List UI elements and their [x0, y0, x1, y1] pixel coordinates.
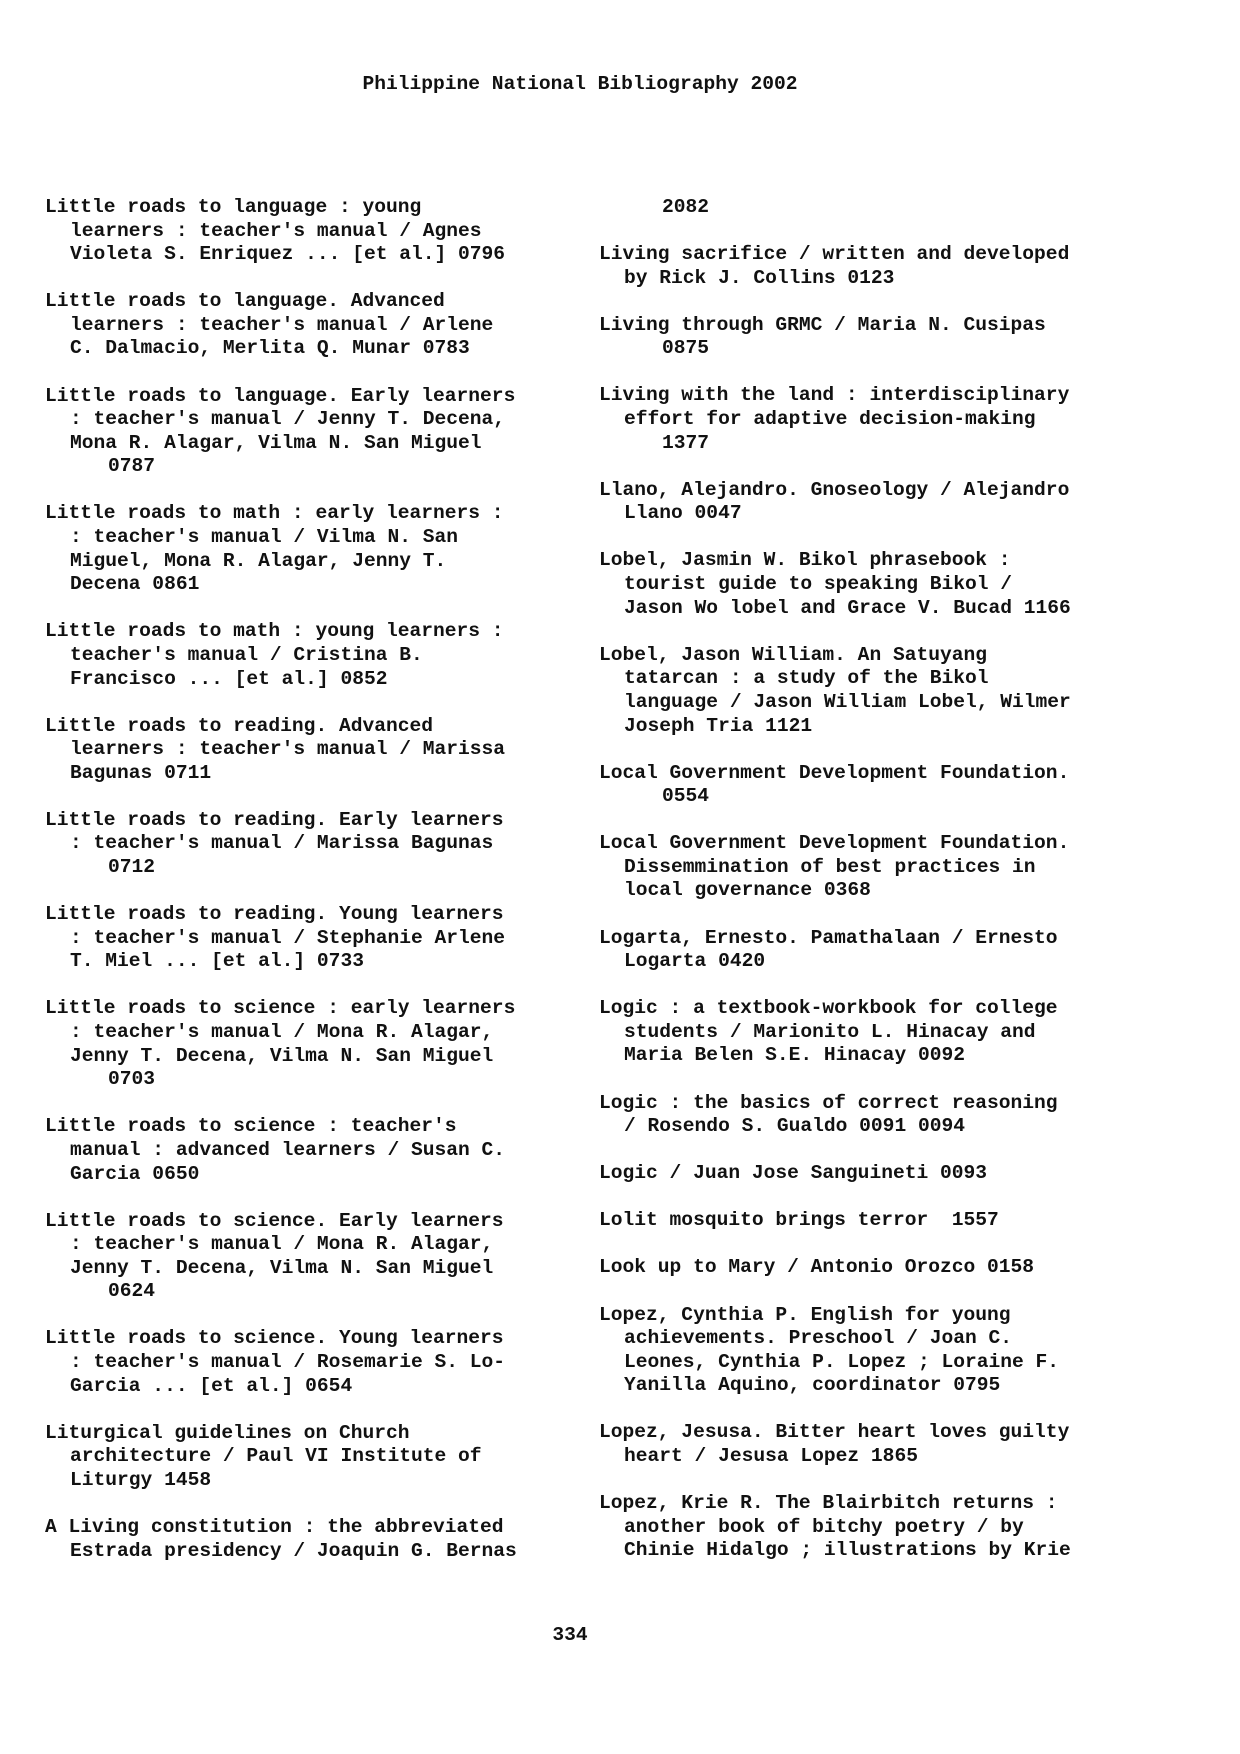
bibliography-entry — [599, 196, 1159, 220]
entry-line: 0712 — [108, 856, 156, 879]
bibliography-entry — [599, 384, 1159, 455]
entry-line: Little roads to language. Early learners — [45, 384, 516, 407]
bibliography-entry — [45, 620, 585, 691]
entry-line: Little roads to language. Advanced — [45, 290, 445, 313]
bibliography-entry — [599, 1492, 1159, 1563]
entry-line: : teacher's manual / Stephanie Arlene — [70, 926, 506, 949]
entry-line: Logarta, Ernesto. Pamathalaan / Ernesto — [599, 926, 1058, 949]
entry-line: Local Government Development Foundation. — [599, 832, 1070, 855]
entry-line: Chinie Hidalgo ; illustrations by Krie — [624, 1539, 1071, 1562]
entry-line: C. Dalmacio, Merlita Q. Munar 0783 — [70, 337, 470, 360]
entry-line: Lopez, Jesusa. Bitter heart loves guilty — [599, 1421, 1070, 1444]
entry-line: Garcia ... [et al.] 0654 — [70, 1374, 353, 1397]
entry-line: Dissemmination of best practices in — [624, 855, 1036, 878]
bibliography-entry — [45, 1516, 585, 1563]
entry-line: Little roads to science : early learners — [45, 997, 516, 1020]
entry-line: effort for adaptive decision-making — [624, 408, 1036, 431]
left-column — [45, 196, 585, 1587]
entry-line: : teacher's manual / Mona R. Alagar, — [70, 1233, 494, 1256]
entry-line: 0554 — [662, 785, 710, 808]
bibliography-entry — [45, 1210, 585, 1304]
entry-line: tourist guide to speaking Bikol / — [624, 573, 1013, 596]
entry-line: tatarcan : a study of the Bikol — [624, 667, 989, 690]
bibliography-entry — [599, 762, 1159, 809]
entry-line: 1377 — [662, 431, 710, 454]
entry-line: 0875 — [662, 337, 710, 360]
entry-line: Little roads to math : young learners : — [45, 620, 504, 643]
entry-line: Little roads to reading. Advanced — [45, 714, 434, 737]
entry-line: Lobel, Jason William. An Satuyang — [599, 643, 988, 666]
entry-line: A Living constitution : the abbreviated — [45, 1516, 504, 1539]
entry-line: : teacher's manual / Vilma N. San — [70, 526, 459, 549]
entry-line: Yanilla Aquino, coordinator 0795 — [624, 1374, 1001, 1397]
entry-line: Jenny T. Decena, Vilma N. San Miguel — [70, 1256, 494, 1279]
bibliography-entry — [45, 809, 585, 880]
entry-line: 2082 — [662, 196, 710, 218]
entry-line: teacher's manual / Cristina B. — [70, 643, 423, 666]
bibliography-entry — [599, 997, 1159, 1068]
entry-line: Liturgy 1458 — [70, 1468, 212, 1491]
entry-line: : teacher's manual / Jenny T. Decena, — [70, 408, 506, 431]
entry-line: T. Miel ... [et al.] 0733 — [70, 950, 364, 973]
entry-line: Little roads to science. Early learners — [45, 1209, 504, 1232]
entry-line: Bagunas 0711 — [70, 761, 212, 784]
bibliography-entry — [45, 502, 585, 596]
bibliography-entry — [45, 997, 585, 1091]
bibliography-entry — [599, 832, 1159, 903]
entry-line: local governance 0368 — [624, 879, 871, 902]
bibliography-entry — [599, 1256, 1159, 1280]
entry-line: Little roads to reading. Early learners — [45, 808, 504, 831]
entry-line: Living through GRMC / Maria N. Cusipas — [599, 313, 1046, 336]
entry-line: Look up to Mary / Antonio Orozco 0158 — [599, 1256, 1035, 1279]
bibliography-entry — [45, 1327, 585, 1398]
entry-line: heart / Jesusa Lopez 1865 — [624, 1444, 918, 1467]
entry-line: 0787 — [108, 455, 156, 478]
entry-line: Little roads to math : early learners : — [45, 502, 504, 525]
entry-line: Maria Belen S.E. Hinacay 0092 — [624, 1044, 965, 1067]
entry-line: Llano, Alejandro. Gnoseology / Alejandro — [599, 478, 1070, 501]
entry-line: Mona R. Alagar, Vilma N. San Miguel — [70, 431, 482, 454]
bibliography-entry — [599, 549, 1159, 620]
entry-line: Llano 0047 — [624, 502, 742, 525]
entry-line: Decena 0861 — [70, 573, 200, 596]
entry-line: Liturgical guidelines on Church — [45, 1421, 410, 1444]
entry-line: Violeta S. Enriquez ... [et al.] 0796 — [70, 243, 506, 266]
bibliography-entry — [599, 1304, 1159, 1398]
entry-line: Lopez, Cynthia P. English for young — [599, 1303, 1011, 1326]
bibliography-entry — [599, 1421, 1159, 1468]
entry-line: Local Government Development Foundation. — [599, 761, 1070, 784]
entry-line: Living sacrifice / written and developed — [599, 243, 1070, 266]
bibliography-entry — [599, 243, 1159, 290]
entry-line: Leones, Cynthia P. Lopez ; Loraine F. — [624, 1350, 1060, 1373]
entry-line: / Rosendo S. Gualdo 0091 0094 — [624, 1115, 965, 1138]
entry-line: Little roads to reading. Young learners — [45, 903, 504, 926]
bibliography-entry — [45, 903, 585, 974]
entry-line: Logarta 0420 — [624, 950, 766, 973]
bibliography-entry — [599, 644, 1159, 738]
entry-line: architecture / Paul VI Institute of — [70, 1445, 482, 1468]
right-column — [599, 196, 1159, 1586]
entry-line: manual : advanced learners / Susan C. — [70, 1138, 506, 1161]
entry-line: : teacher's manual / Mona R. Alagar, — [70, 1021, 494, 1044]
bibliography-entry — [45, 715, 585, 786]
entry-line: Jason Wo lobel and Grace V. Bucad 1166 — [624, 596, 1071, 619]
bibliography-entry — [599, 927, 1159, 974]
entry-line: Lopez, Krie R. The Blairbitch returns : — [599, 1492, 1058, 1515]
bibliography-entry — [45, 1422, 585, 1493]
entry-line: Logic / Juan Jose Sanguineti 0093 — [599, 1162, 988, 1185]
entry-line: : teacher's manual / Marissa Bagunas — [70, 832, 494, 855]
entry-line: another book of bitchy poetry / by — [624, 1515, 1024, 1538]
entry-line: learners : teacher's manual / Arlene — [70, 313, 494, 336]
entry-line: Logic : a textbook-workbook for college — [599, 997, 1058, 1020]
entry-line: : teacher's manual / Rosemarie S. Lo- — [70, 1351, 506, 1374]
running-head: Philippine National Bibliography 2002 — [362, 73, 798, 95]
entry-line: Logic : the basics of correct reasoning — [599, 1091, 1058, 1114]
entry-line: learners : teacher's manual / Marissa — [70, 738, 506, 761]
entry-line: Francisco ... [et al.] 0852 — [70, 667, 388, 690]
bibliography-entry — [599, 1209, 1159, 1233]
bibliography-entry — [599, 1092, 1159, 1139]
entry-line: 0703 — [108, 1068, 156, 1091]
entry-line: language / Jason William Lobel, Wilmer — [624, 690, 1071, 713]
bibliography-entry — [599, 1162, 1159, 1186]
entry-line: by Rick J. Collins 0123 — [624, 266, 895, 289]
bibliography-entry — [45, 385, 585, 479]
bibliography-entry — [45, 196, 585, 267]
entry-line: Little roads to science. Young learners — [45, 1327, 504, 1350]
entry-line: Joseph Tria 1121 — [624, 714, 813, 737]
entry-line: Lolit mosquito brings terror 1557 — [599, 1209, 999, 1232]
entry-line: Little roads to science : teacher's — [45, 1115, 457, 1138]
entry-line: learners : teacher's manual / Agnes — [70, 219, 482, 242]
entry-line: Estrada presidency / Joaquin G. Bernas — [70, 1539, 517, 1562]
entry-line: Garcia 0650 — [70, 1162, 200, 1185]
entry-line: achievements. Preschool / Joan C. — [624, 1327, 1013, 1350]
entry-line: Lobel, Jasmin W. Bikol phrasebook : — [599, 549, 1011, 572]
entry-line: students / Marionito L. Hinacay and — [624, 1020, 1036, 1043]
page-number: 334 — [552, 1624, 588, 1646]
entry-line: Living with the land : interdisciplinary — [599, 384, 1070, 407]
entry-line: Little roads to language : young — [45, 196, 422, 218]
bibliography-entry — [45, 290, 585, 361]
bibliography-entry — [45, 1115, 585, 1186]
bibliography-entry — [599, 479, 1159, 526]
entry-line: 0624 — [108, 1280, 156, 1303]
bibliography-entry — [599, 314, 1159, 361]
entry-line: Jenny T. Decena, Vilma N. San Miguel — [70, 1044, 494, 1067]
entry-line: Miguel, Mona R. Alagar, Jenny T. — [70, 549, 447, 572]
